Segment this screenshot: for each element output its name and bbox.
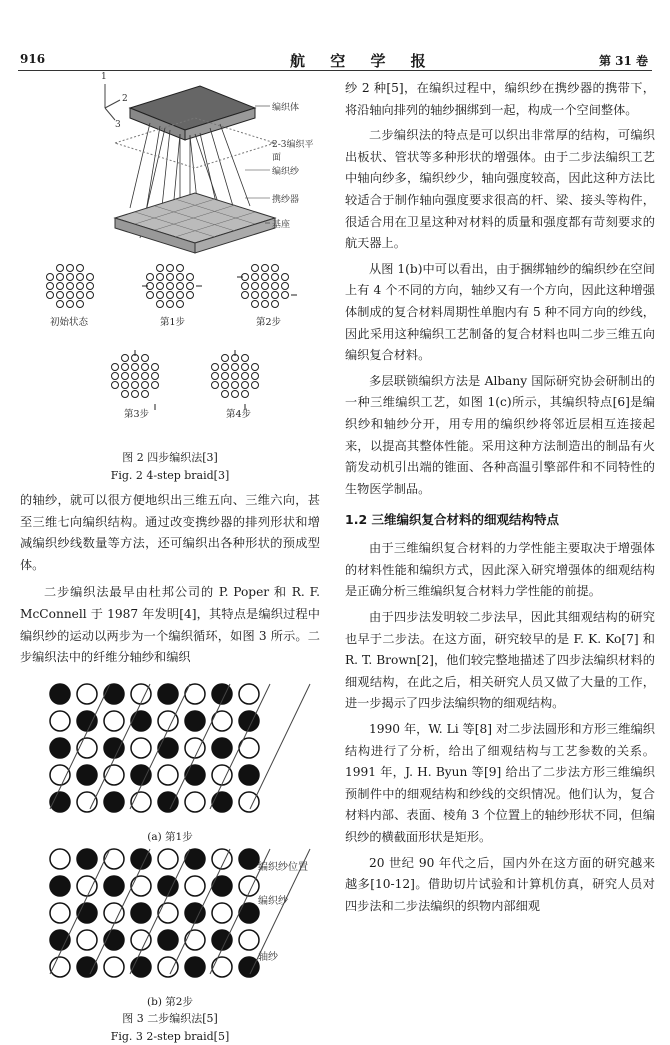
axial-yarn-circle — [212, 876, 232, 896]
braid-yarn-circle — [239, 684, 259, 704]
left-paragraph-2: 二步编织法最早由杜邦公司的 P. Poper 和 R. F. McConnell 于 1987 年发明[4]，其特点是编织过程中编织纱的运动以两步为一个编织循环，如图 3 所示。二步编织法中的纤维分轴纱和编织 — [20, 585, 320, 665]
braid-yarn-circle — [77, 684, 97, 704]
axial-yarn-circle — [131, 711, 151, 731]
axial-yarn-circle — [131, 849, 151, 869]
braid-yarn-circle — [77, 930, 97, 950]
label-base: 基座 — [272, 220, 291, 230]
right-paragraph-7: 1990 年，W. Li 等[8] 对二步法圆形和方形三维编织结构进行了分析，给出了细观结构与工艺参数的关系。1991 年，J. H. Byun 等[9] 给出了二步法方形三维编织预制件中的细观结构和纱线的交织情况。他们认为，复合材料内部、表面、棱角 3 个位置上的轴纱形状不同，但编织纱的横截面形状是矩形。 — [345, 722, 655, 844]
braid-yarn-circle — [77, 876, 97, 896]
braid-yarn-circle — [131, 930, 151, 950]
axial-yarn-circle — [77, 849, 97, 869]
figure-3b-caption: (b) 第2步 — [147, 995, 193, 1008]
braid-yarn-circle — [131, 792, 151, 812]
figure-3a-diagram — [20, 679, 320, 829]
braid-yarn-circle — [158, 711, 178, 731]
braid-yarn-circle — [185, 792, 205, 812]
braid-yarn-circle — [212, 711, 232, 731]
axial-yarn-circle — [158, 792, 178, 812]
braid-yarn-circle — [50, 849, 70, 869]
header-rule — [18, 70, 652, 71]
braid-yarn-circle — [131, 684, 151, 704]
figure-3-caption-en: Fig. 3 2-step braid[5] — [110, 1029, 230, 1043]
axial-yarn-circle — [131, 903, 151, 923]
right-column — [345, 78, 655, 917]
braid-yarn-circle — [104, 765, 124, 785]
axial-yarn-circle — [212, 792, 232, 812]
step-initial: 初始状态 — [50, 317, 89, 328]
axial-yarn-circle — [158, 738, 178, 758]
label-braid-yarn-3b: 编织纱 — [258, 895, 288, 907]
right-paragraph-3: 从图 1(b)中可以看出，由于捆绑轴纱的编织纱在空间上有 4 个不同的方向，轴纱又有一个方向，因此这种增强体制成的复合材料周期性单胞内有 5 种不同方向的纱线，因此采用这种编织工艺制备的复合材料也叫二步三维五向编织复合材料。 — [345, 261, 655, 363]
figure-2 — [20, 72, 320, 448]
braid-yarn-circle — [158, 903, 178, 923]
axial-yarn-circle — [239, 765, 259, 785]
step-2: 第2步 — [256, 317, 282, 328]
braid-yarn-circle — [185, 876, 205, 896]
braid-yarn-circle — [77, 738, 97, 758]
axial-yarn-circle — [212, 930, 232, 950]
braid-yarn-circle — [158, 957, 178, 977]
label-braid-position: 编织纱位置 — [258, 861, 308, 873]
left-paragraph-1: 的轴纱，就可以很方便地织出三维五向、三维六向，甚至三维七向编织结构。通过改变携纱器的排列形状和增减编织纱线数量等方法，还可编织出各种形状的预成型体。 — [20, 493, 320, 572]
right-paragraph-8: 20 世纪 90 年代之后，国内外在这方面的研究越来越多[10-12]。借助切片试验和计算机仿真，研究人员对四步法和二步法编织的织物内部细观 — [345, 855, 655, 913]
axial-yarn-circle — [104, 930, 124, 950]
axial-yarn-circle — [158, 684, 178, 704]
axial-yarn-circle — [239, 849, 259, 869]
label-axial-yarn: 轴纱 — [258, 951, 278, 963]
axial-yarn-circle — [50, 684, 70, 704]
label-braided-body: 编织体 — [272, 103, 300, 113]
figure-3a-caption: (a) 第1步 — [147, 830, 193, 843]
right-paragraph-6: 由于四步法发明较二步法早，因此其细观结构的研究也早于二步法。在这方面，研究较早的是 F. K. Ko[7] 和 R. T. Brown[2]，他们较完整地描述了四步法编织材料的细观结构，在此之后，相关研究人员又做了大量的工作，进一步揭示了四步法编织物的细观结构。 — [345, 610, 655, 711]
braid-yarn-circle — [131, 738, 151, 758]
braid-yarn-circle — [185, 738, 205, 758]
axial-yarn-circle — [77, 957, 97, 977]
figure-2-caption-cn: 图 2 四步编织法[3] — [122, 451, 218, 464]
step-1: 第1步 — [160, 317, 186, 328]
braid-yarn-circle — [50, 765, 70, 785]
axis-label-1: 1 — [101, 72, 107, 82]
left-column — [20, 72, 320, 1045]
axial-yarn-circle — [185, 711, 205, 731]
right-paragraph-2: 二步编织法的特点是可以织出非常厚的结构，可编织出板状、管状等多种形状的增强体。由于二步法编织工艺中轴向纱多，编织纱少，轴向强度较高，因此这种方法比较适合于制作轴向强度要求很高的杆、梁、接头等构件，很适合用在卫星这种对材料的质量和强度都有苛刻要求的航天器上。 — [345, 128, 655, 251]
axial-yarn-circle — [50, 876, 70, 896]
axial-yarn-circle — [158, 930, 178, 950]
braid-yarn-circle — [104, 957, 124, 977]
braid-yarn-circle — [212, 957, 232, 977]
axial-yarn-circle — [50, 930, 70, 950]
axial-yarn-circle — [185, 903, 205, 923]
braid-yarn-circle — [239, 738, 259, 758]
braid-yarn-circle — [212, 903, 232, 923]
braid-yarn-circle — [50, 903, 70, 923]
step-3: 第3步 — [124, 409, 150, 420]
label-braiding-plane: 2-3编织平面 — [272, 140, 314, 163]
braid-yarn-circle — [212, 765, 232, 785]
axial-yarn-circle — [131, 765, 151, 785]
axial-yarn-circle — [77, 903, 97, 923]
braid-yarn-circle — [77, 792, 97, 812]
journal-title: 航 空 学 报 — [290, 52, 436, 70]
axial-yarn-circle — [104, 684, 124, 704]
label-carrier: 携纱器 — [272, 195, 300, 205]
figure-3-caption-cn: 图 3 二步编织法[5] — [122, 1011, 218, 1025]
axial-yarn-circle — [185, 957, 205, 977]
braid-yarn-circle — [239, 930, 259, 950]
braid-yarn-circle — [104, 711, 124, 731]
axial-yarn-circle — [185, 765, 205, 785]
axial-yarn-circle — [131, 957, 151, 977]
section-heading-1-2: 1.2 三维编织复合材料的细观结构特点 — [345, 512, 559, 528]
axial-yarn-circle — [239, 957, 259, 977]
axial-yarn-circle — [104, 792, 124, 812]
braid-yarn-circle — [185, 684, 205, 704]
braid-yarn-circle — [239, 792, 259, 812]
braid-yarn-circle — [104, 849, 124, 869]
braid-yarn-circle — [158, 849, 178, 869]
right-paragraph-4: 多层联锁编织方法是 Albany 国际研究协会研制出的一种三维编织工艺，如图 1(c)所示，其编织特点[6]是编织纱和轴纱分开，用专用的编织纱将邻近层相互连接起来，以提高其整体性能。采用这种方法制造出的制品有火箭发动机引出端的锥面、各种高温引擎部件和不同特性的生物医学制品。 — [345, 373, 655, 496]
axis-label-3: 3 — [115, 120, 121, 130]
axial-yarn-circle — [104, 738, 124, 758]
right-paragraph-1: 纱 2 种[5]，在编织过程中，编织纱在携纱器的携带下，将沿轴向排列的轴纱捆绑到一起，构成一个空间整体。 — [345, 81, 655, 117]
figure-2-step-grids — [20, 260, 320, 420]
axial-yarn-circle — [212, 738, 232, 758]
volume-label: 第 31 卷 — [598, 54, 648, 68]
braid-yarn-circle — [131, 876, 151, 896]
axis-label-2: 2 — [122, 94, 128, 104]
label-braid-yarn: 编织纱 — [272, 167, 300, 177]
braid-yarn-circle — [185, 930, 205, 950]
axial-yarn-circle — [239, 903, 259, 923]
step-4: 第4步 — [226, 409, 252, 420]
right-paragraph-5: 由于三维编织复合材料的力学性能主要取决于增强体的材料性能和编织方式，因此深入研究增强体的细观结构是正确分析三维编织复合材料力学性能的前提。 — [345, 541, 655, 599]
axial-yarn-circle — [77, 711, 97, 731]
braid-yarn-circle — [158, 765, 178, 785]
axial-yarn-circle — [104, 876, 124, 896]
axial-yarn-circle — [77, 765, 97, 785]
braid-yarn-circle — [50, 711, 70, 731]
axial-yarn-circle — [50, 738, 70, 758]
axial-yarn-circle — [185, 849, 205, 869]
figure-2-caption-en: Fig. 2 4-step braid[3] — [110, 469, 230, 482]
braid-yarn-circle — [104, 903, 124, 923]
page-number: 916 — [20, 52, 46, 66]
axial-yarn-circle — [158, 876, 178, 896]
